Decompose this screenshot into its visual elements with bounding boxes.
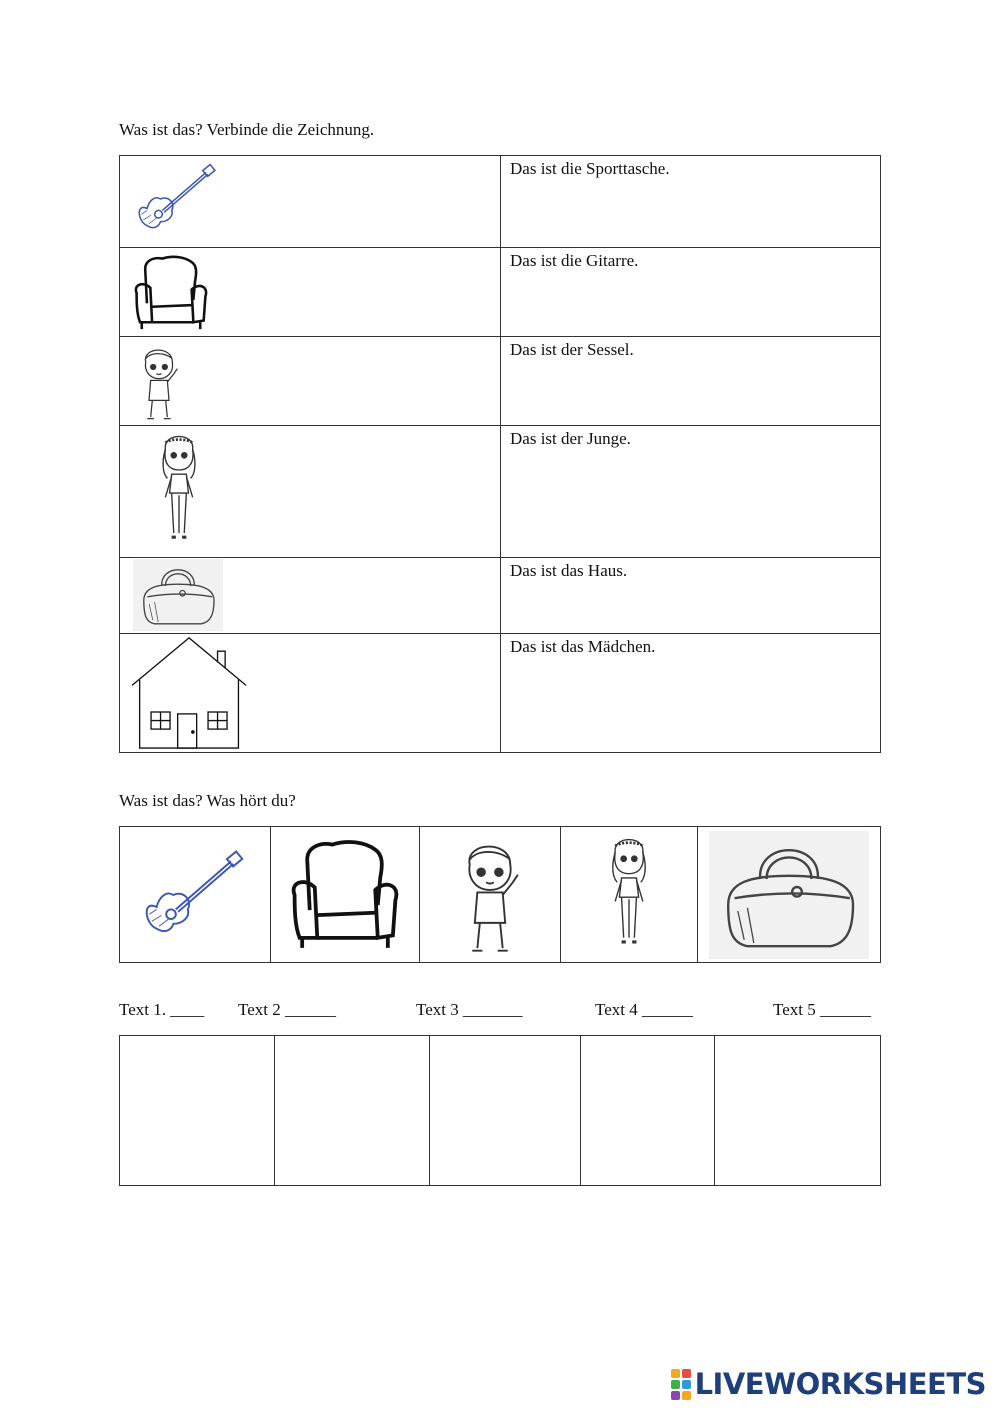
boy-icon [134,339,184,425]
armchair-icon [281,832,409,958]
picture-cell[interactable] [120,558,501,634]
sports-bag-icon [128,559,228,631]
text-label-3: Text 3 _______ [416,1000,523,1019]
matching-row [120,156,881,248]
text-label-2: Text 2 ______ [238,1000,336,1019]
answer-box-3[interactable] [430,1036,581,1186]
text-label-4: Text 4 ______ [595,1000,693,1019]
sentence-cell[interactable] [501,558,881,634]
sentence-text: Das ist die Gitarre. [510,251,639,270]
armchair-icon [126,250,216,336]
picture-cell[interactable] [120,634,501,753]
matching-table [119,155,881,753]
brand-name: LIVEWORKSHEETS [694,1367,986,1401]
sentence-text: Das ist die Sporttasche. [510,159,670,178]
matching-row [120,558,881,634]
sentence-text: Das ist das Mädchen. [510,637,656,656]
answer-box-1[interactable] [120,1036,275,1186]
picture-cell[interactable] [120,426,501,558]
picture-cell [120,827,271,963]
text-label-1: Text 1. ____ [119,1000,205,1019]
matching-row [120,248,881,337]
text-label-row [119,1000,881,1022]
logo-icon [671,1369,691,1400]
sentence-text: Das ist das Haus. [510,561,628,580]
picture-cell[interactable] [120,248,501,337]
picture-cell [271,827,420,963]
listening-instruction: Was ist das? Was hört du? [119,791,296,810]
sentence-cell[interactable] [501,426,881,558]
sports-bag-icon [706,831,872,959]
sentence-text: Das ist der Sessel. [510,340,634,359]
sentence-cell[interactable] [501,337,881,426]
sentence-cell[interactable] [501,634,881,753]
house-icon [126,636,254,750]
guitar-icon [130,160,225,238]
sentence-cell[interactable] [501,248,881,337]
matching-row [120,337,881,426]
picture-cell[interactable] [120,337,501,426]
picture-cell[interactable] [120,156,501,248]
answer-box-4[interactable] [581,1036,715,1186]
answer-boxes [119,1035,881,1186]
guitar-icon [135,845,255,945]
matching-row [120,426,881,558]
picture-cell [420,827,561,963]
text-label-5: Text 5 ______ [773,1000,871,1019]
picture-cell [698,827,881,963]
boy-icon [452,830,528,960]
answer-box-2[interactable] [275,1036,430,1186]
sentence-cell[interactable] [501,156,881,248]
sentence-text: Das ist der Junge. [510,429,631,448]
matching-row [120,634,881,753]
girl-icon [601,831,657,959]
matching-instruction: Was ist das? Verbinde die Zeichnung. [119,120,375,139]
picture-cell [561,827,698,963]
liveworksheets-logo [671,1366,986,1402]
girl-icon [152,428,206,554]
answer-box-5[interactable] [715,1036,881,1186]
listening-picture-strip [119,826,881,963]
